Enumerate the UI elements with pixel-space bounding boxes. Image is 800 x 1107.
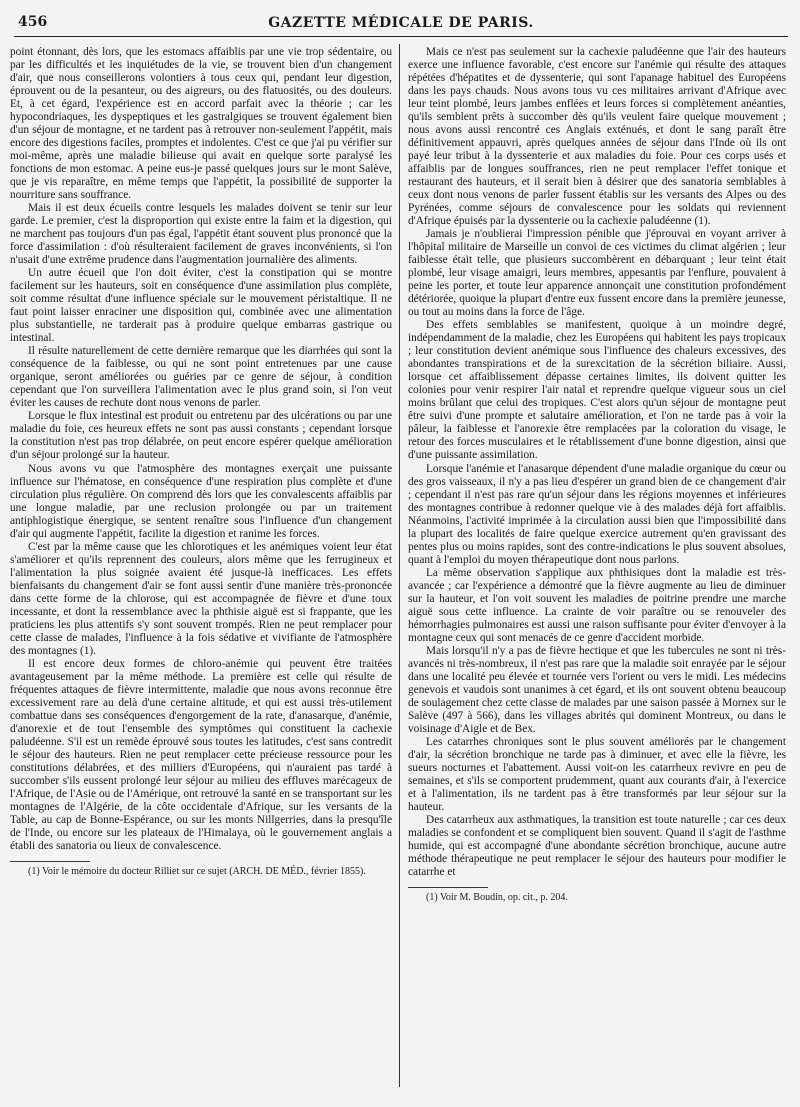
paragraph: Lorsque l'anémie et l'anasarque dépendent d'une maladie organique du cœur ou des gros vaisseaux, il n'y a pas lieu d'espérer un grand bien de ce changement d'air ; cependant il n'est pas rare qu'un séjour dans les régions moyennes et inférieures des montagnes contribue à redonner quelque vie à des malades déjà fort affaiblis. Néanmoins, l'activité imprimée à la circulation aussi bien que l'impossibilité dans la plupart des localités de faire quelque exercice autrement qu'en gravissant des pentes plus ou moins rapides, sont des contre-indications le plus souvent absolues, quant à l'emploi du moyen thérapeutique dont nous parlons. [408, 462, 786, 566]
paragraph: Il est encore deux formes de chloro-anémie qui peuvent être traitées avantageusement par la même méthode. La première est celle qui résulte de fréquentes attaques de fièvre intermittente, maladie que nous avons reconnue être excessivement rare au delà d'une certaine altitude, et qui est aussi très-utilement combattue dans ses conséquences d'engorgement de la rate, d'anasarque, d'anémie, d'anorexie et de tout l'ensemble des symptômes qui constituent la cachexie paludéenne. S'il est un remède éprouvé sous toutes les latitudes, c'est sans contredit le séjour des hauteurs. Rien ne peut remplacer cette précieuse ressource pour les constitutions délabrées, et des milliers d'Européens, qui n'auraient pas tardé à succomber s'ils eussent prolongé leur séjour au milieu des effluves marécageux de l'Afrique, de l'Asie ou de l'Amérique, ont retrouvé la santé en se transportant sur les montagnes de l'Algérie, de la côte occidentale d'Afrique, sur les versants de la Table, au cap de Bonne-Espérance, ou sur les monts Nillgerries, dans la presqu'île de l'Inde, ou encore sur les plateaux de l'Himalaya, où le gouvernement anglais a établi des sanatoria ou lieux de convalescence. [10, 657, 392, 852]
journal-title: GAZETTE MÉDICALE DE PARIS. [268, 15, 534, 31]
page-number: 456 [18, 14, 48, 30]
left-column [10, 46, 392, 878]
paragraph: La même observation s'applique aux phthisiques dont la maladie est très-avancée ; car l'expérience a démontré que la fièvre augmente au lieu de diminuer sur la hauteur, et l'on voit souvent les maladies de poitrine prendre une marche aiguë sous cette influence. La crainte de voir paraître ou se renouveler des hémorrhagies pulmonaires est aussi une raison suffisante pour éviter d'envoyer à la montagne ceux qui sont menacés de ce genre d'accident morbide. [408, 566, 786, 644]
running-header [14, 14, 788, 37]
paragraph: Nous avons vu que l'atmosphère des montagnes exerçait une puissante influence sur l'hématose, en conséquence d'une respiration plus complète et d'une circulation plus régulière. On comprend dès lors que les convalescents affaiblis par une longue maladie, par une reclusion prolongée ou par un traitement antiphlogistique énergique, se sentent renaître sous l'influence d'un changement d'air qui augmente l'appétit, facilite la digestion et ranime les forces. [10, 462, 392, 540]
paragraph: Un autre écueil que l'on doit éviter, c'est la constipation qui se montre facilement sur les hauteurs, soit en conséquence d'une assimilation plus complète, soit comme résultat d'une influence spéciale sur le mouvement péristaltique. Il ne faut point laisser enraciner une disposition qui, combinée avec une alimentation plus substantielle, ne tarderait pas à produire quelque embarras gastrique ou intestinal. [10, 267, 392, 345]
footnote-rule [10, 861, 90, 862]
paragraph: Mais ce n'est pas seulement sur la cachexie paludéenne que l'air des hauteurs exerce une influence favorable, c'est encore sur l'anémie qui résulte des attaques répétées d'hépatites et de dyssenterie, qui sont l'apanage habituel des Européens dans les pays chauds. Nous avons tous vu ces militaires arrivant d'Afrique avec leur teint plombé, leurs jambes enflées et leurs forces si complètement anéanties, qu'ils semblent prêts à succomber dès qu'ils veulent faire quelque mouvement ; nous avons aussi rencontré ces Anglais exténués, et dont le sang paraît être définitivement appauvri, après quelques années de séjour dans l'Inde où ils ont payé leur tribut à la dyssenterie et aux maladies du foie. Pour ces corps usés et affaiblis par de longues souffrances, rien ne peut remplacer l'effet tonique et restaurant des hauteurs, et il serait bien à désirer que des sanatoria semblables à ceux dont nous venons de parler fussent établis sur les versants des Alpes ou des Pyrénées, comme séjours de convalescence pour les soldats qui reviennent d'Afrique épuisés par la dyssenterie ou la cachexie paludéenne (1). [408, 46, 786, 228]
paragraph: Des catarrheux aux asthmatiques, la transition est toute naturelle ; car ces deux maladies se confondent et se compliquent bien souvent. Quand il s'agit de l'asthme humide, qui est accompagné d'une abondante sécrétion bronchique, aucune autre méthode thérapeutique ne peut remplacer le séjour des hauteurs pour modifier le catarrhe et [408, 813, 786, 878]
footnote: (1) Voir le mémoire du docteur Rilliet sur ce sujet (ARCH. DE MÉD., février 1855). [28, 865, 366, 877]
paragraph: Mais il est deux écueils contre lesquels les malades doivent se tenir sur leur garde. Le premier, c'est la disproportion qui existe entre la faim et la digestion, qui ne marchent pas toujours d'un pas égal, l'appétit étant souvent plus prononcé que la force d'assimilation : d'où résulteraient facilement de graves inconvénients, si l'on n'usait d'une extrême prudence dans l'augmentation journalière des aliments. [10, 202, 392, 267]
paragraph: Mais lorsqu'il n'y a pas de fièvre hectique et que les tubercules ne sont ni très-avancés ni très-nombreux, il n'est pas rare que la maladie soit enrayée par le séjour dans une localité peu élevée et tournée vers l'orient ou vers le midi. Les médecins genevois et vaudois sont unanimes à cet égard, et ils ont souvent obtenu beaucoup de soulagement chez cette classe de malades par une saison passée à Mornex sur le Salève (497 à 566), dans les villages abrités qui dominent Montreux, ou dans le voisinage d'Aigle et de Bex. [408, 644, 786, 735]
paragraph: Lorsque le flux intestinal est produit ou entretenu par des ulcérations ou par une maladie du foie, ces heureux effets ne sont pas aussi constants ; cependant lorsque la constitution n'est pas trop délabrée, on peut encore espérer quelque amélioration d'un séjour prolongé sur la hauteur. [10, 410, 392, 462]
paragraph: Les catarrhes chroniques sont le plus souvent améliorés par le changement d'air, la sécrétion bronchique ne tarde pas à diminuer, et avec elle la fièvre, les sueurs nocturnes et l'abattement. Aussi voit-on les catarrheux revivre en peu de semaines, et s'ils se comportent prudemment, quant aux courants d'air, à l'exercice et à l'alimentation, ils ne tardent pas à être transformés par leur séjour sur la hauteur. [408, 735, 786, 813]
paragraph: C'est par la même cause que les chlorotiques et les anémiques voient leur état s'améliorer et qu'ils reprennent des couleurs, alors même que les ferrugineux et l'alimentation la plus soignée avaient été jusque-là inefficaces. Les effets bienfaisants du changement d'air se font aussi sentir d'une manière très-prononcée dans cette forme de la chlorose, qui est accompagnée de fièvre et d'une toux incessante, et dont la ressemblance avec la phthisie aiguë est si frappante, que les praticiens les plus attentifs s'y sont souvent trompés. Rien ne peut remplacer pour cette classe de malades, l'influence à la fois sédative et vivifiante de l'atmosphère des montagnes (1). [10, 540, 392, 657]
paragraph: Des effets semblables se manifestent, quoique à un moindre degré, indépendamment de la maladie, chez les Européens qui habitent les pays tropicaux ; leur constitution devient anémique sous l'influence des chaleurs excessives, des abondantes transpirations et de la surexcitation de la sécrétion biliaire. Aussi, lorsque cet affaiblissement dépasse certaines limites, ils doivent quitter les colonies pour venir respirer l'air natal et reprendre quelque vigueur sous un ciel moins brûlant que celui des tropiques. C'est alors qu'un séjour de montagne peut être suivi d'une prompte et salutaire amélioration, et l'on ne tarde pas à voir la pâleur, la faiblesse et l'anorexie être remplacées par la coloration du visage, le retour des forces musculaires et le rétablissement d'une bonne digestion, ainsi que d'une puissante assimilation. [408, 319, 786, 462]
right-column [408, 46, 786, 904]
column-divider [399, 44, 400, 1087]
paragraph: point étonnant, dès lors, que les estomacs affaiblis par une vie trop sédentaire, ou par les difficultés et les inquiétudes de la vie, se trouvent bien d'un changement d'air, que nous conseillerons volontiers à tous ceux qui, pendant leur digestion, éprouvent ou de la pesanteur, ou des aigreurs, ou des flatuosités, ou des douleurs. Et, à cet égard, l'expérience est en accord parfait avec la théorie ; car les hypocondriaques, les dyspeptiques et les gastralgiques se trouvent également bien d'un séjour de montagne, et ne tardent pas à retrouver non-seulement l'appétit, mais encore des digestions faciles, promptes et indolentes. C'est ce que j'ai pu vérifier sur moi-même, après une maladie bilieuse qui avait en quelque sorte paralysé les fonctions de mon estomac. A peine eus-je passé quelques jours sur le mont Salève, que je vis reparaître, en même temps que l'appétit, la possibilité de supporter la nourriture sans souffrance. [10, 46, 392, 202]
footnote-rule [408, 887, 488, 888]
paragraph: Jamais je n'oublierai l'impression pénible que j'éprouvai en voyant arriver à l'hôpital militaire de Marseille un convoi de ces victimes du climat algérien ; leur faiblesse était telle, que plusieurs succombèrent en débarquant ; leur teint était plombé, leur visage amaigri, leurs membres, appesantis par l'enflure, pouvaient à peine les porter, et toute leur apparence annonçait une constitution profondément détériorée, quoique la plupart d'entre eux fussent encore dans la première jeunesse, ou tout au moins dans la force de l'âge. [408, 228, 786, 319]
footnote: (1) Voir M. Boudin, op. cit., p. 204. [426, 892, 568, 903]
paragraph: Il résulte naturellement de cette dernière remarque que les diarrhées qui sont la conséquence de la faiblesse, ou qui ne sont point entretenues par une cause organique, seront améliorées ou guéries par ce genre de séjour, à condition cependant que l'on surveillera l'alimentation avec le plus grand soin, si l'on veut éviter les causes de rechute dont nous venons de parler. [10, 345, 392, 410]
